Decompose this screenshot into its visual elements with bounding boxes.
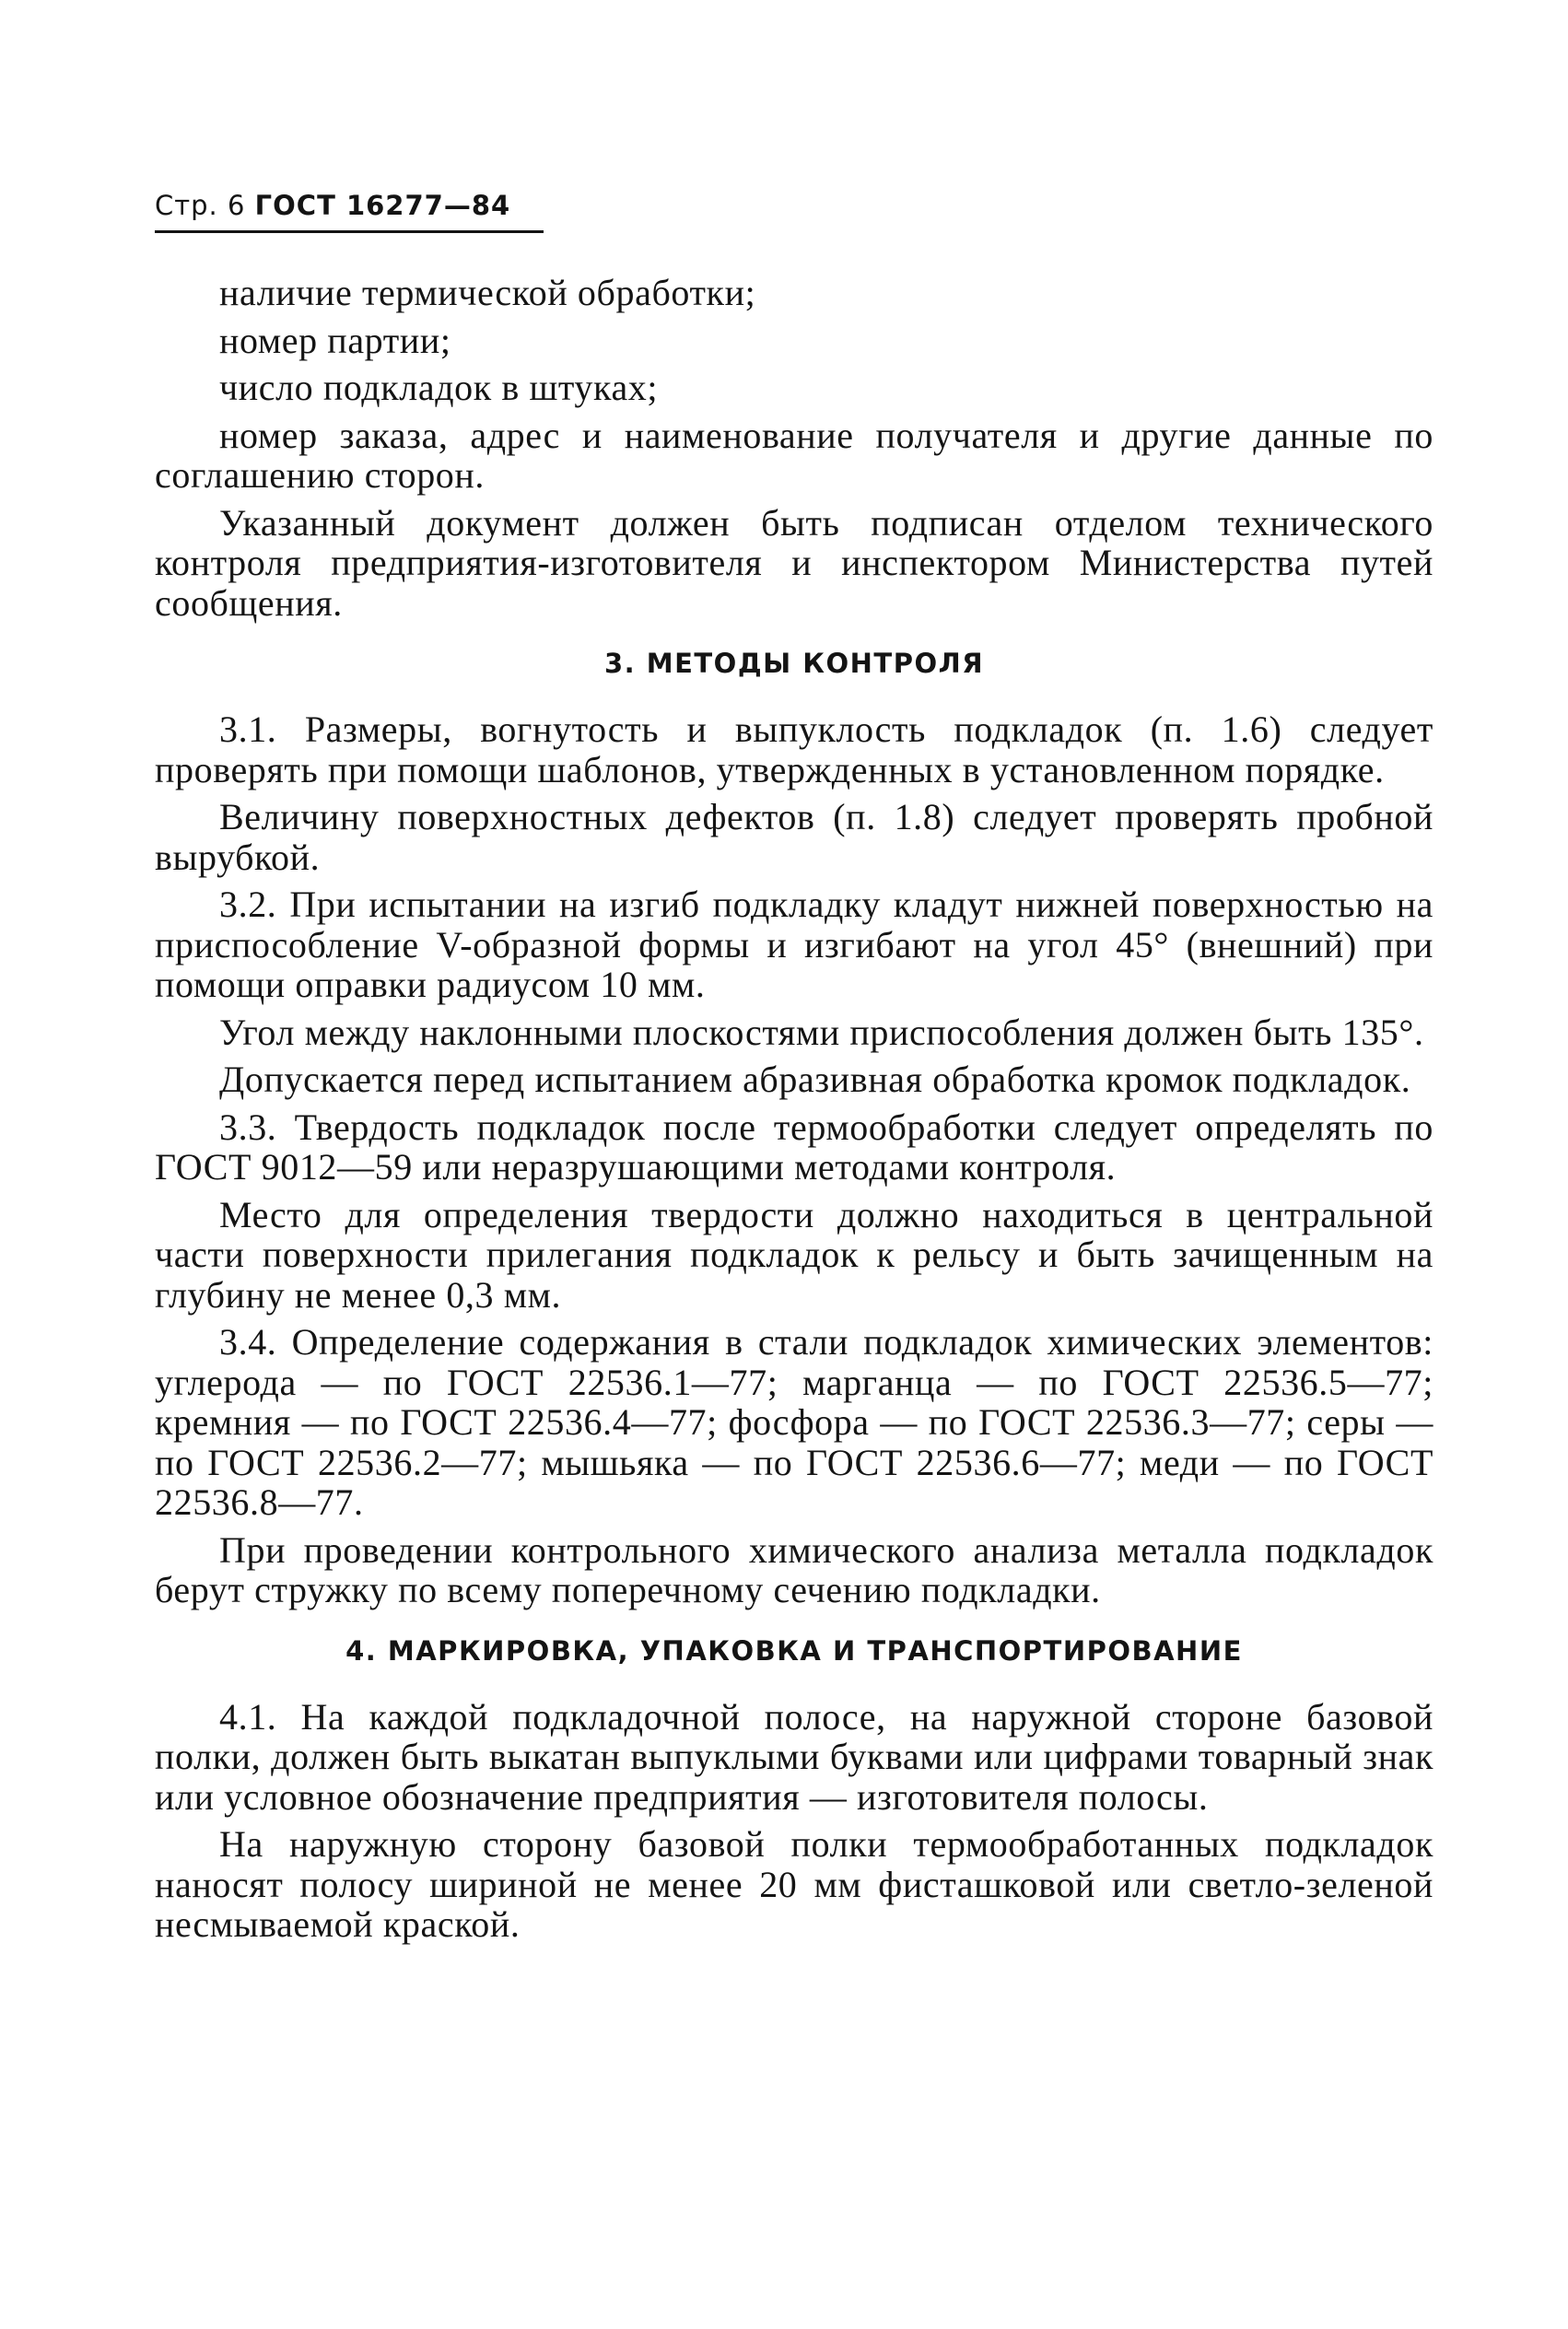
paragraph: Допускается перед испытанием абразивная обработка кромок подкладок. [219,1059,1411,1100]
paragraph: число подкладок в штуках; [219,367,659,408]
section-heading: 3. МЕТОДЫ КОНТРОЛЯ [603,648,985,679]
paragraph: 3.3. Твердость подкладок после термообработки следует определять по ГОСТ 9012—59 или неразрушающими методами контроля. [155,1106,1433,1188]
page-header [155,190,510,221]
section-heading: 4. МАРКИРОВКА, УПАКОВКА И ТРАНСПОРТИРОВАНИЕ [345,1634,1243,1667]
paragraph: наличие термической обработки; [219,272,756,313]
paragraph: Величину поверхностных дефектов (п. 1.8) следует проверять пробной вырубкой. [155,796,1433,878]
document-body [155,273,1433,1952]
paragraph: номер партии; [219,319,451,361]
paragraph: 4.1. На каждой подкладочной полосе, на наружной стороне базовой полки, должен быть выкатан выпуклыми буквами или цифрами товарный знак или условное обозначение предприятия — изготовителя полосы. [155,1695,1433,1818]
paragraph: Угол между наклонными плоскостями приспособления должен быть 135°. [219,1011,1424,1053]
paragraph: 3.2. При испытании на изгиб подкладку кладут нижней поверхностью на приспособление V-образной формы и изгибают на угол 45° (внешний) при помощи оправки радиусом 10 мм. [155,884,1433,1005]
paragraph: номер заказа, адрес и наименование получателя и другие данные по соглашению сторон. [155,414,1433,496]
paragraph: На наружную сторону базовой полки термообработанных подкладок наносят полосу шириной не менее 20 мм фисташковой или светло-зеленой несмываемой краской. [155,1823,1433,1945]
page-number: Стр. 6 [155,190,246,221]
paragraph: Указанный документ должен быть подписан отделом технического контроля предприятия-изготовителя и инспектором Министерства путей сообщения. [155,501,1433,624]
standard-number: ГОСТ 16277—84 [254,190,511,221]
header-divider [155,230,544,233]
paragraph: 3.4. Определение содержания в стали подкладок химических элементов: углерода — по ГОСТ 22536.1—77; марганца — по ГОСТ 22536.5—77; кремния — по ГОСТ 22536.4—77; фосфора — по ГОСТ 22536.3—77; серы — по ГОСТ 22536.2—77; мышьяка — по ГОСТ 22536.6—77; меди — по ГОСТ 22536.8—77. [155,1321,1433,1523]
paragraph: Место для определения твердости должно находиться в центральной части поверхности прилегания подкладок к рельсу и быть зачищенным на глубину не менее 0,3 мм. [155,1193,1433,1316]
paragraph: При проведении контрольного химического анализа металла подкладок берут стружку по всему поперечному сечению подкладки. [155,1528,1433,1610]
paragraph: 3.1. Размеры, вогнутость и выпуклость подкладок (п. 1.6) следует проверять при помощи шаблонов, утвержденных в установленном порядке. [155,708,1433,790]
